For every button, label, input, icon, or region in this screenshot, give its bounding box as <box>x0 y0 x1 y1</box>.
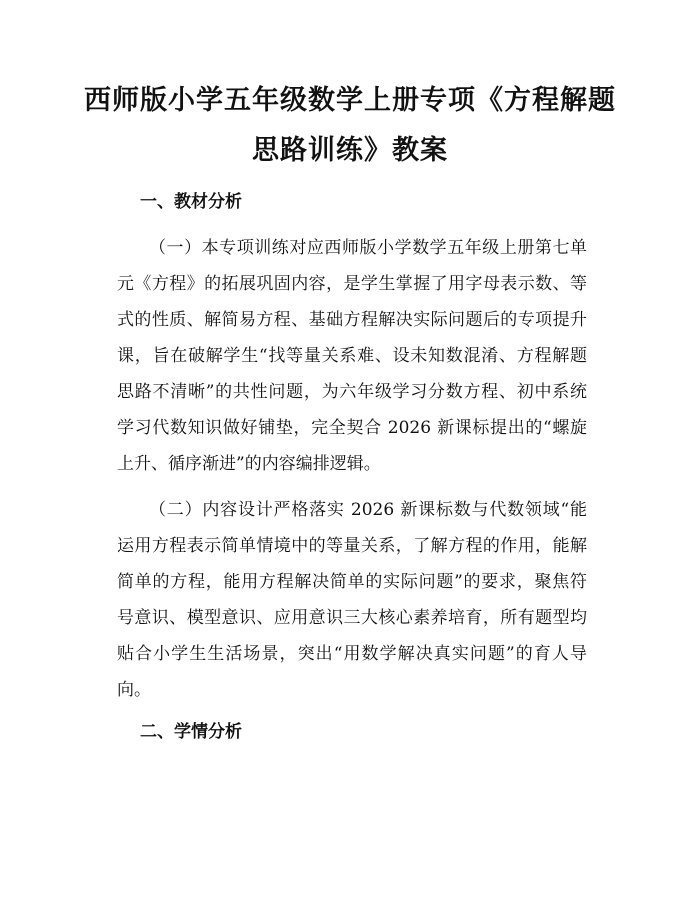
paragraph-textbook-analysis-2 <box>117 492 587 708</box>
paragraph-line: 号意识、模型意识、应用意识三大核心素养培育，所有题型均 <box>117 608 587 628</box>
paragraph-line: 式的性质、解简易方程、基础方程解决实际问题后的专项提升 <box>117 310 587 330</box>
section-heading-student-analysis: 二、学情分析 <box>140 722 242 742</box>
paragraph-line: 思路不清晰”的共性问题，为六年级学习分数方程、初中系统 <box>117 382 587 402</box>
document-title-line-2: 思路训练》教案 <box>252 135 448 166</box>
paragraph-textbook-analysis-1 <box>117 230 587 482</box>
section-heading-textbook-analysis: 一、教材分析 <box>140 192 242 212</box>
paragraph-line: 上升、循序渐进”的内容编排逻辑。 <box>117 454 381 474</box>
paragraph-line: 简单的方程，能用方程解决简单的实际问题”的要求，聚焦符 <box>117 572 587 592</box>
paragraph-line: 运用方程表示简单情境中的等量关系，了解方程的作用，能解 <box>117 536 587 556</box>
paragraph-line: 向。 <box>117 680 151 700</box>
paragraph-line: （一）本专项训练对应西师版小学数学五年级上册第七单 <box>149 238 587 258</box>
paragraph-line: 课，旨在破解学生“找等量关系难、设未知数混淆、方程解题 <box>117 346 587 366</box>
paragraph-line: 贴合小学生生活场景，突出“用数学解决真实问题”的育人导 <box>117 644 587 664</box>
paragraph-line: 元《方程》的拓展巩固内容，是学生掌握了用字母表示数、等 <box>117 274 587 294</box>
paragraph-line: 学习代数知识做好铺垫，完全契合 2026 新课标提出的“螺旋 <box>117 418 587 438</box>
document-title-line-1: 西师版小学五年级数学上册专项《方程解题 <box>84 85 616 116</box>
paragraph-line: （二）内容设计严格落实 2026 新课标数与代数领域“能 <box>149 500 587 520</box>
